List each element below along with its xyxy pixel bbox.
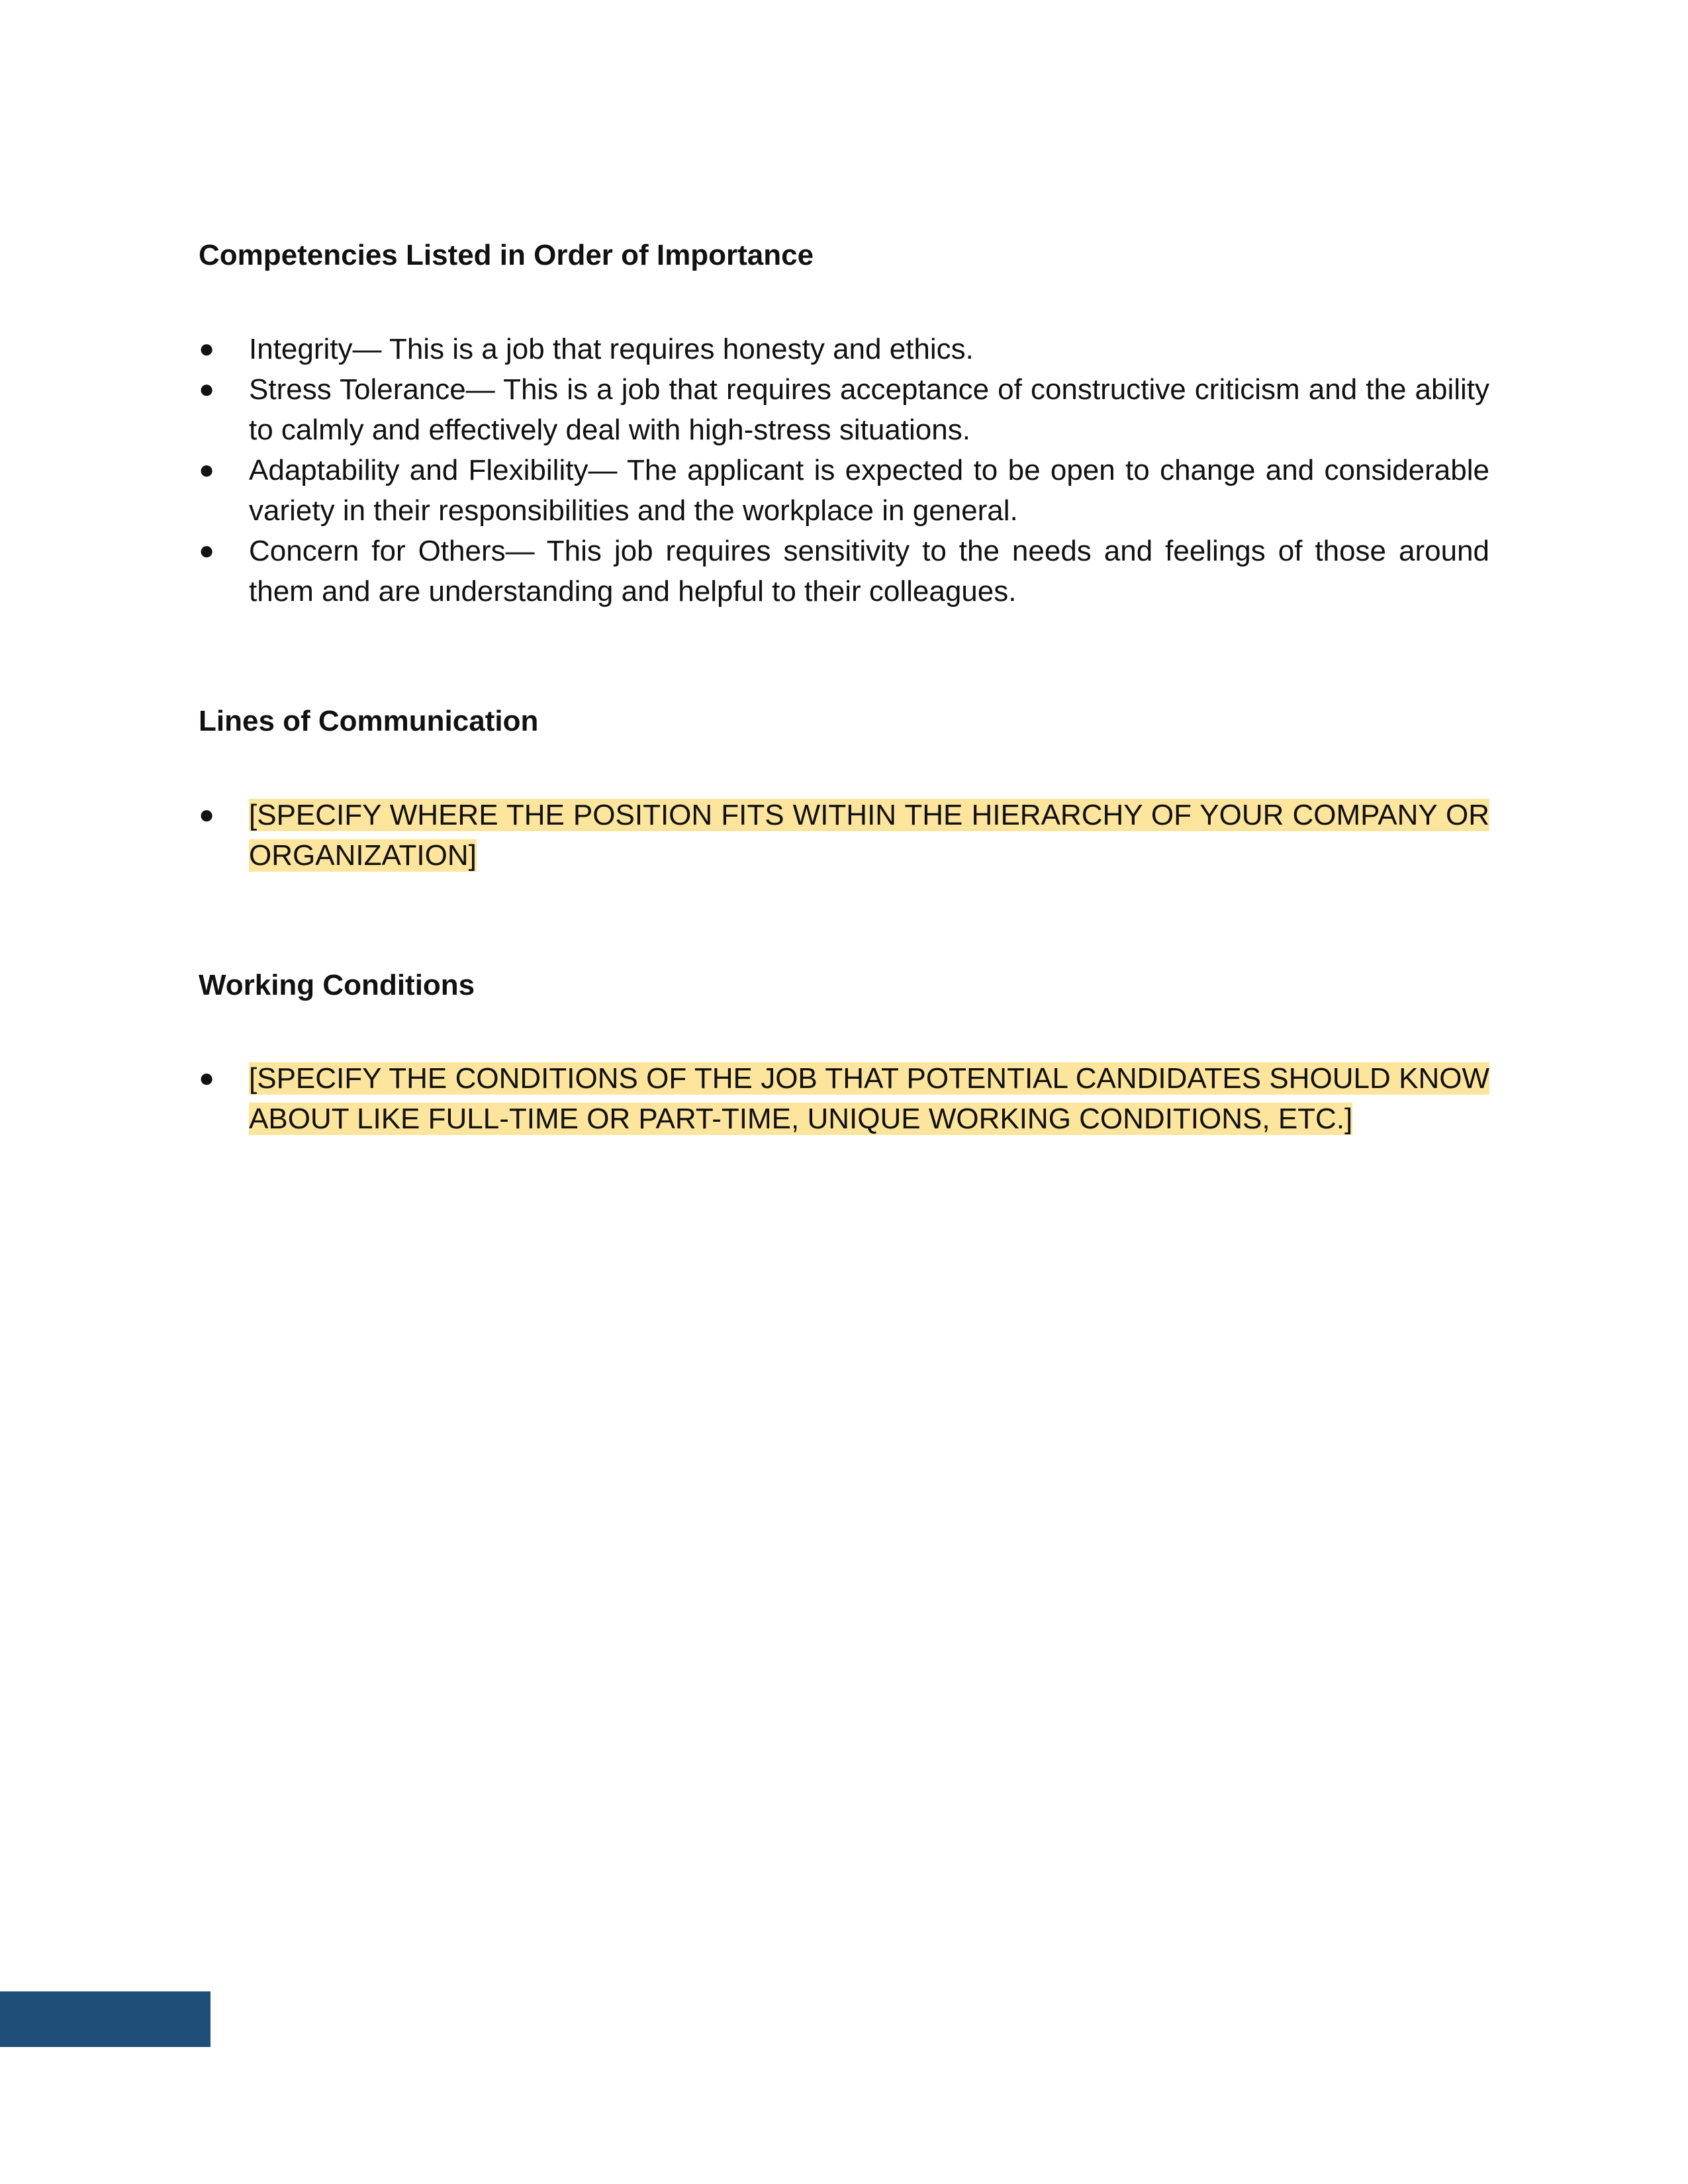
list-item-text: Integrity— This is a job that requires honesty and ethics. <box>249 332 974 365</box>
list-item <box>199 795 1489 876</box>
section-spacer <box>199 612 1489 704</box>
list-item <box>199 1058 1489 1139</box>
list-item <box>199 531 1489 612</box>
footer-accent-bar <box>0 1991 211 2047</box>
placeholder-text: [SPECIFY WHERE THE POSITION FITS WITHIN THE HIERARCHY OF YOUR COMPANY OR ORGANIZATION] <box>249 798 1489 872</box>
list-item <box>199 329 1489 369</box>
list-item <box>199 369 1489 450</box>
communication-list <box>199 795 1489 876</box>
section-spacer <box>199 876 1489 968</box>
working-conditions-heading: Working Conditions <box>199 968 475 1001</box>
list-item <box>199 450 1489 531</box>
bullet-icon: ● <box>199 374 215 404</box>
list-item-text: Concern for Others— This job requires sensitivity to the needs and feelings of those around them and are understanding and helpful to their colleagues. <box>249 534 1489 608</box>
bullet-icon: ● <box>199 799 215 829</box>
competencies-list <box>199 329 1489 612</box>
bullet-icon: ● <box>199 455 215 484</box>
bullet-icon: ● <box>199 334 215 363</box>
list-item-text: Adaptability and Flexibility— The applicant is expected to be open to change and considerable variety in their responsibilities and the workplace in general. <box>249 453 1489 527</box>
working-conditions-list <box>199 1058 1489 1139</box>
lines-of-communication-heading: Lines of Communication <box>199 704 539 737</box>
competencies-heading: Competencies Listed in Order of Importance <box>199 239 814 271</box>
placeholder-text: [SPECIFY THE CONDITIONS OF THE JOB THAT POTENTIAL CANDIDATES SHOULD KNOW ABOUT LIKE FULL-TIME OR PART-TIME, UNIQUE WORKING CONDITIONS, ETC.] <box>249 1062 1489 1136</box>
bullet-icon: ● <box>199 1064 215 1093</box>
document-body <box>199 238 1489 1139</box>
list-item-text: Stress Tolerance— This is a job that requires acceptance of constructive criticism and the ability to calmly and effectively deal with high-stress situations. <box>249 373 1489 446</box>
bullet-icon: ● <box>199 535 215 565</box>
